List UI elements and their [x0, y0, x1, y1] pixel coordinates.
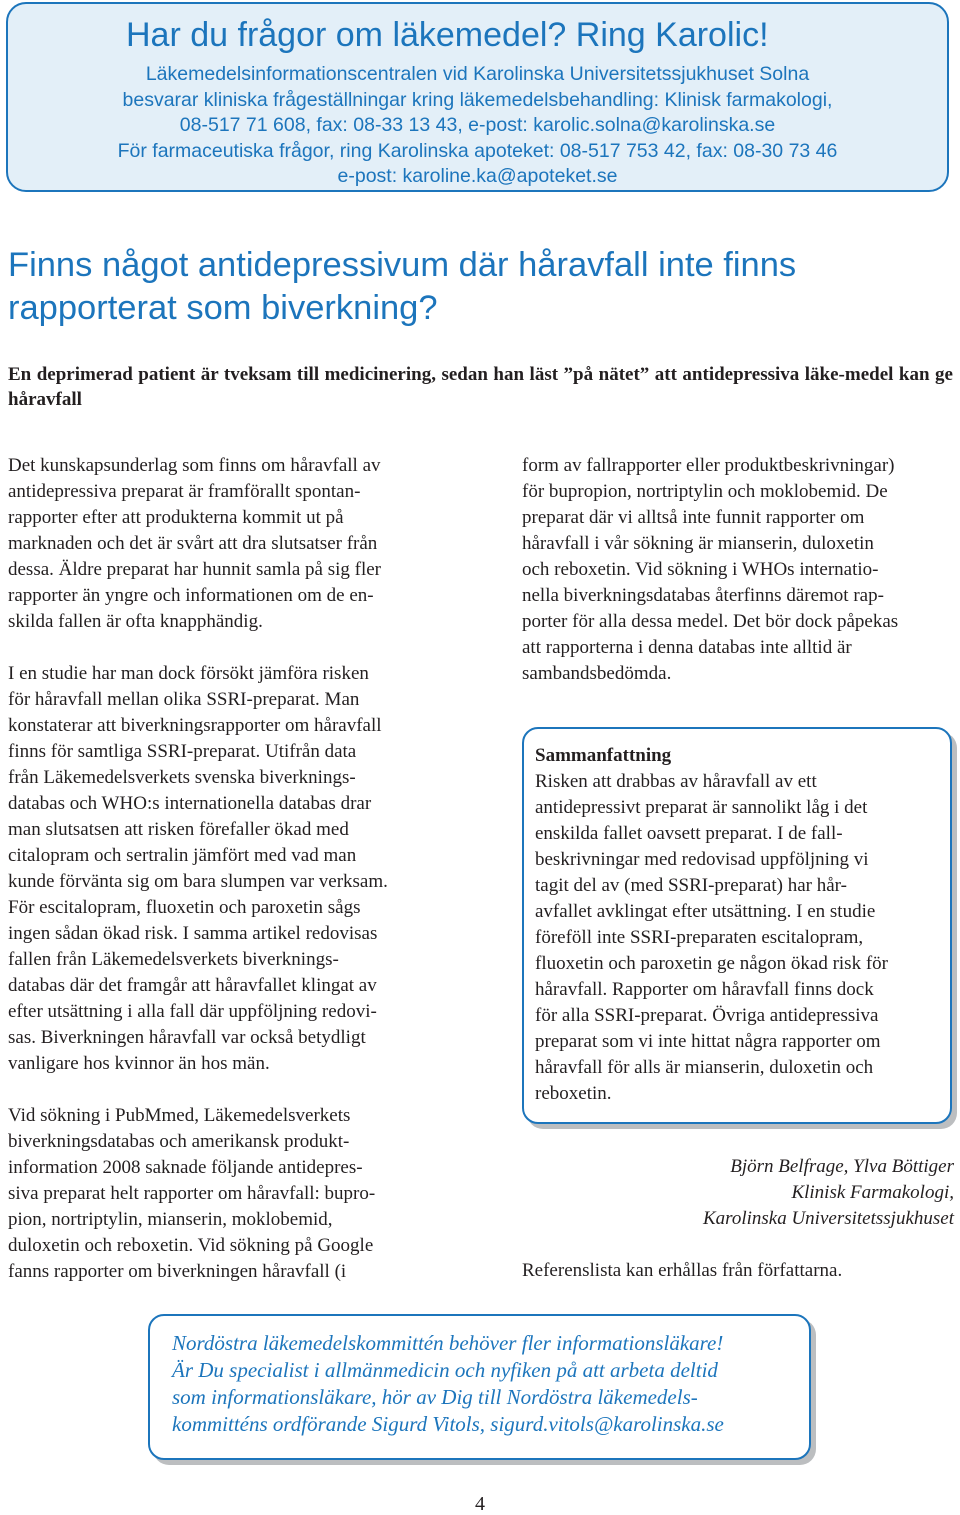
text-line: vanligare hos kvinnor än hos män. — [8, 1053, 270, 1074]
text-line: antidepressiva preparat är framförallt spontan- — [8, 481, 361, 502]
text-line: och reboxetin. Vid sökning i WHOs internatio- — [522, 559, 879, 580]
text-line: databas och WHO:s internationella databas drar — [8, 793, 372, 814]
text-line: form av fallrapporter eller produktbeskrivningar) — [522, 455, 895, 476]
text-line: biverkningsdatabas och amerikansk produkt- — [8, 1131, 350, 1152]
text-line: sambandsbedömda. — [522, 663, 672, 684]
summary-line: håravfall. Rapporter om håravfall finns dock — [535, 979, 874, 1000]
text-line: databas där det framgår att håravfallet klingat av — [8, 975, 377, 996]
text-line: duloxetin och reboxetin. Vid sökning på Google — [8, 1235, 374, 1256]
author-block — [703, 1154, 954, 1232]
text-line: pion, nortriptylin, mianserin, moklobemid, — [8, 1209, 333, 1230]
text-line: I en studie har man dock försökt jämföra risken — [8, 663, 369, 684]
summary-line: tagit del av (med SSRI-preparat) har hår- — [535, 875, 847, 896]
info-box-text — [8, 62, 947, 190]
text-line: fanns rapporter om biverkningen håravfall (i — [8, 1261, 347, 1282]
text-line: information 2008 saknade följande antidepres- — [8, 1157, 363, 1178]
summary-line: enskilda fallet oavsett preparat. I de fall- — [535, 823, 843, 844]
left-column — [8, 453, 440, 1311]
paragraph-1 — [8, 453, 440, 635]
text-line: efter utsättning i alla fall där uppföljning redovi- — [8, 1001, 377, 1022]
author-department: Klinisk Farmakologi, — [791, 1182, 954, 1203]
text-line: från Läkemedelsverkets svenska biverknings- — [8, 767, 356, 788]
info-box-title: Har du frågor om läkemedel? Ring Karolic! — [126, 16, 769, 54]
author-names: Björn Belfrage, Ylva Böttiger — [730, 1156, 954, 1177]
notice-box — [148, 1314, 811, 1460]
info-line: e-post: karoline.ka@apoteket.se — [337, 165, 618, 187]
right-column — [522, 453, 952, 713]
text-line: Vid sökning i PubMmed, Läkemedelsverkets — [8, 1105, 351, 1126]
summary-line: avfallet avklingat efter utsättning. I en studie — [535, 901, 876, 922]
summary-box — [522, 727, 952, 1124]
text-line: Det kunskapsunderlag som finns om håravfall av — [8, 455, 381, 476]
text-line: nella biverkningsdatabas återfinns däremot rap- — [522, 585, 884, 606]
summary-line: beskrivningar med redovisad uppföljning vi — [535, 849, 869, 870]
page-number: 4 — [475, 1493, 485, 1515]
text-line: porter för alla dessa medel. Det bör dock påpekas — [522, 611, 899, 632]
article-title: Finns något antidepressivum där håravfall inte finns rapporterat som biverkning? — [8, 246, 797, 327]
info-line: För farmaceutiska frågor, ring Karolinska apoteket: 08-517 753 42, fax: 08-30 73 46 — [117, 139, 838, 162]
paragraph-4 — [522, 453, 952, 687]
text-line: för bupropion, nortriptylin och moklobemid. De — [522, 481, 888, 502]
paragraph-2 — [8, 661, 440, 1077]
summary-line: preparat som vi inte hittat några rapporter om — [535, 1031, 881, 1052]
text-line: för håravfall mellan olika SSRI-preparat. Man — [8, 689, 360, 710]
info-line: 08-517 71 608, fax: 08-33 13 43, e-post: karolic.solna@karolinska.se — [179, 114, 776, 136]
author-affiliation: Karolinska Universitetssjukhuset — [702, 1208, 954, 1229]
karolic-info-box — [6, 2, 949, 192]
paragraph-3 — [8, 1103, 440, 1285]
text-line: rapporter än yngre och informationen om de en- — [8, 585, 374, 606]
summary-line: fluoxetin och paroxetin ge någon ökad risk för — [535, 953, 888, 974]
notice-line: Nordöstra läkemedelskommittén behöver fler informationsläkare! — [172, 1331, 724, 1355]
summary-line: för alla SSRI-preparat. Övriga antidepressiva — [535, 1005, 879, 1026]
text-line: att rapporterna i denna databas inte alltid är — [522, 637, 852, 658]
info-line: Läkemedelsinformationscentralen vid Karolinska Universitetssjukhuset Solna — [145, 63, 810, 85]
summary-line: reboxetin. — [535, 1083, 612, 1104]
text-line: citalopram och sertralin jämfört med vad man — [8, 845, 357, 866]
text-line: skilda fallen är ofta knapphändig. — [8, 611, 263, 632]
info-line: besvarar kliniska frågeställningar kring läkemedelsbehandling: Klinisk farmakologi, — [122, 88, 833, 111]
text-line: finns för samtliga SSRI-preparat. Utifrån data — [8, 741, 357, 762]
text-line: man slutsatsen att risken förefaller ökad med — [8, 819, 349, 840]
text-line: dessa. Äldre preparat har hunnit samla på sig fler — [8, 559, 382, 580]
text-line: ingen sådan ökad risk. I samma artikel redovisas — [8, 923, 378, 944]
summary-line: antidepressivt preparat är sannolikt låg i det — [535, 797, 868, 818]
notice-line: kommitténs ordförande Sigurd Vitols, sigurd.vitols@karolinska.se — [172, 1412, 724, 1436]
article-lead: En deprimerad patient är tveksam till medicinering, sedan han läst ”på nätet” att antidepressiva läke-medel kan ge håravfall — [8, 364, 953, 410]
text-line: marknaden och det är svårt att dra slutsatser från — [8, 533, 378, 554]
text-line: rapporter efter att produkterna kommit ut på — [8, 507, 344, 528]
text-line: siva preparat helt rapporter om håravfall: bupro- — [8, 1183, 376, 1204]
text-line: fallen från Läkemedelsverkets biverknings- — [8, 949, 339, 970]
text-line: håravfall i vår sökning är mianserin, duloxetin — [522, 533, 874, 554]
summary-line: föreföll inte SSRI-preparaten escitalopram, — [535, 927, 864, 948]
summary-heading: Sammanfattning — [535, 745, 672, 766]
text-line: konstaterar att biverkningsrapporter om håravfall — [8, 715, 382, 736]
reference-note: Referenslista kan erhållas från författarna. — [522, 1260, 843, 1281]
text-line: preparat där vi alltså inte funnit rapporter om — [522, 507, 865, 528]
text-line: För escitalopram, fluoxetin och paroxetin sågs — [8, 897, 361, 918]
summary-line: Risken att drabbas av håravfall av ett — [535, 771, 817, 792]
notice-line: som informationsläkare, hör av Dig till Nordöstra läkemedels- — [172, 1385, 698, 1409]
summary-line: håravfall för alls är mianserin, duloxetin och — [535, 1057, 874, 1078]
notice-line: Är Du specialist i allmänmedicin och nyfiken på att arbeta deltid — [172, 1358, 718, 1382]
text-line: sas. Biverkningen håravfall var också betydligt — [8, 1027, 366, 1048]
text-line: kunde förvänta sig om bara slumpen var verksam. — [8, 871, 388, 892]
